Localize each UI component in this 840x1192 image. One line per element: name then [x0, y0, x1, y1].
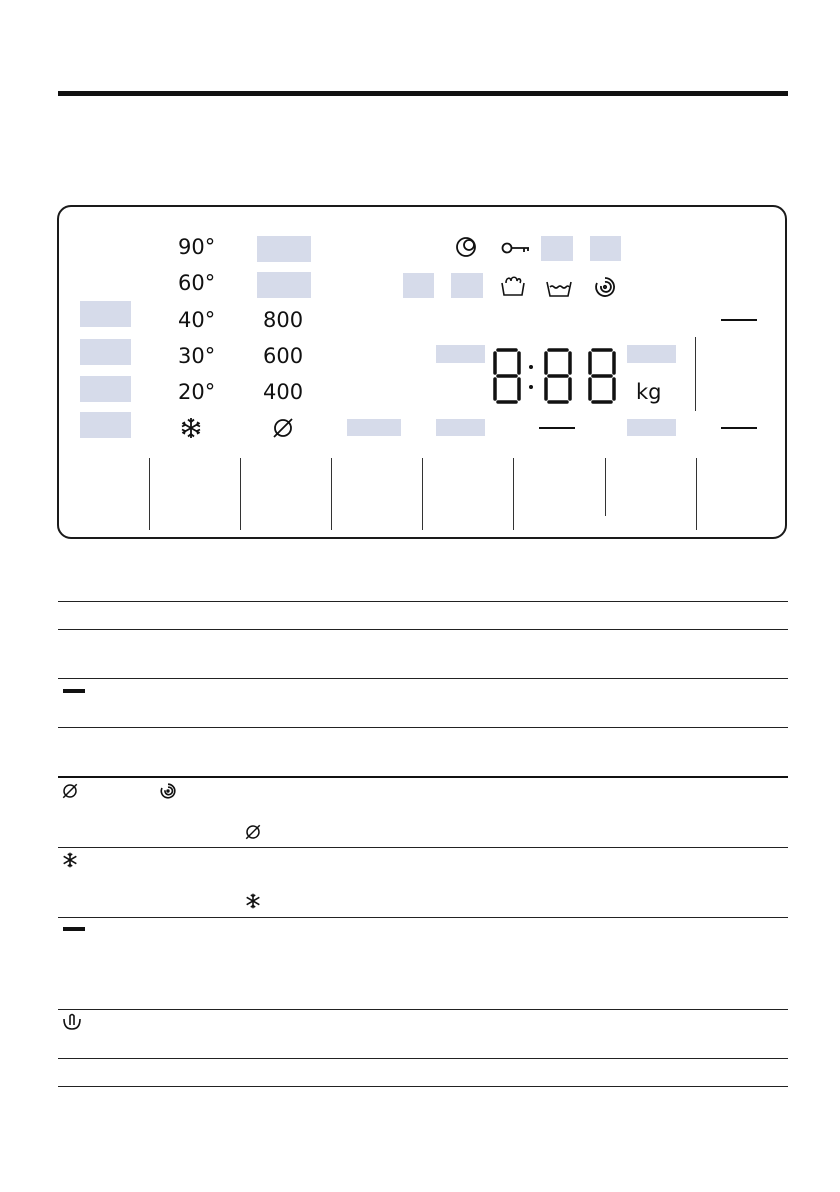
digital-display — [492, 347, 622, 405]
rinse-hold-icon — [62, 1013, 82, 1036]
table-rule-10 — [58, 1086, 788, 1087]
panel-button-left-1 — [80, 301, 131, 327]
panel-divider-5 — [513, 458, 514, 530]
snowflake-icon — [245, 893, 261, 914]
panel-button-display-right — [627, 345, 676, 363]
dash-icon — [63, 927, 85, 931]
panel-button-bottom-3 — [627, 419, 676, 436]
no-spin-icon — [271, 416, 295, 440]
panel-divider-3 — [331, 458, 332, 530]
spin-600: 600 — [263, 344, 304, 368]
table-rule-2 — [58, 629, 788, 630]
spin-800: 800 — [263, 308, 304, 332]
stain-icon — [455, 234, 481, 260]
prewash-icon — [499, 273, 527, 297]
panel-button-left-2 — [80, 339, 131, 365]
snowflake-icon — [180, 417, 202, 439]
table-rule-1 — [58, 601, 788, 602]
table-rule-9 — [58, 1058, 788, 1059]
wash-icon — [545, 278, 573, 298]
panel-divider-2 — [240, 458, 241, 530]
panel-button-spin-2 — [257, 272, 311, 298]
panel-dash-bottom — [539, 427, 575, 429]
panel-dash-right-top — [721, 319, 757, 321]
panel-divider-6 — [605, 458, 606, 516]
temp-90: 90° — [178, 235, 216, 259]
table-rule-5 — [58, 776, 788, 778]
temp-60: 60° — [178, 271, 216, 295]
panel-button-left-4 — [80, 412, 131, 438]
panel-dash-right-bottom — [721, 427, 757, 429]
weight-unit: kg — [636, 380, 662, 404]
spin-icon — [159, 782, 177, 805]
panel-button-spin-1 — [257, 236, 311, 262]
panel-button-top-1 — [541, 236, 573, 261]
table-rule-8 — [58, 1009, 788, 1010]
snowflake-icon — [62, 852, 78, 873]
table-rule-4 — [58, 727, 788, 728]
table-rule-6 — [58, 847, 788, 848]
digit-3 — [590, 350, 614, 402]
key-icon — [501, 240, 531, 256]
digit-1 — [495, 350, 519, 402]
panel-button-display-left — [436, 345, 485, 363]
header-rule — [58, 91, 788, 96]
dash-icon — [63, 689, 85, 693]
digit-2 — [546, 350, 570, 402]
no-spin-icon — [61, 782, 79, 805]
panel-divider-7 — [696, 458, 697, 530]
temp-20: 20° — [178, 380, 216, 404]
temp-30: 30° — [178, 344, 216, 368]
panel-button-mid-1 — [403, 273, 434, 298]
panel-button-top-2 — [590, 236, 621, 261]
panel-button-mid-2 — [451, 273, 483, 298]
temp-40: 40° — [178, 308, 216, 332]
panel-divider-4 — [422, 458, 423, 530]
panel-button-bottom-2 — [436, 419, 485, 436]
table-rule-7 — [58, 917, 788, 918]
panel-divider-1 — [149, 458, 150, 530]
no-spin-icon — [244, 823, 262, 846]
panel-divider-right — [695, 337, 696, 411]
spin-400: 400 — [263, 380, 304, 404]
spin-icon — [593, 275, 617, 299]
panel-button-left-3 — [80, 376, 131, 402]
panel-button-bottom-1 — [347, 419, 401, 436]
table-rule-3 — [58, 678, 788, 679]
